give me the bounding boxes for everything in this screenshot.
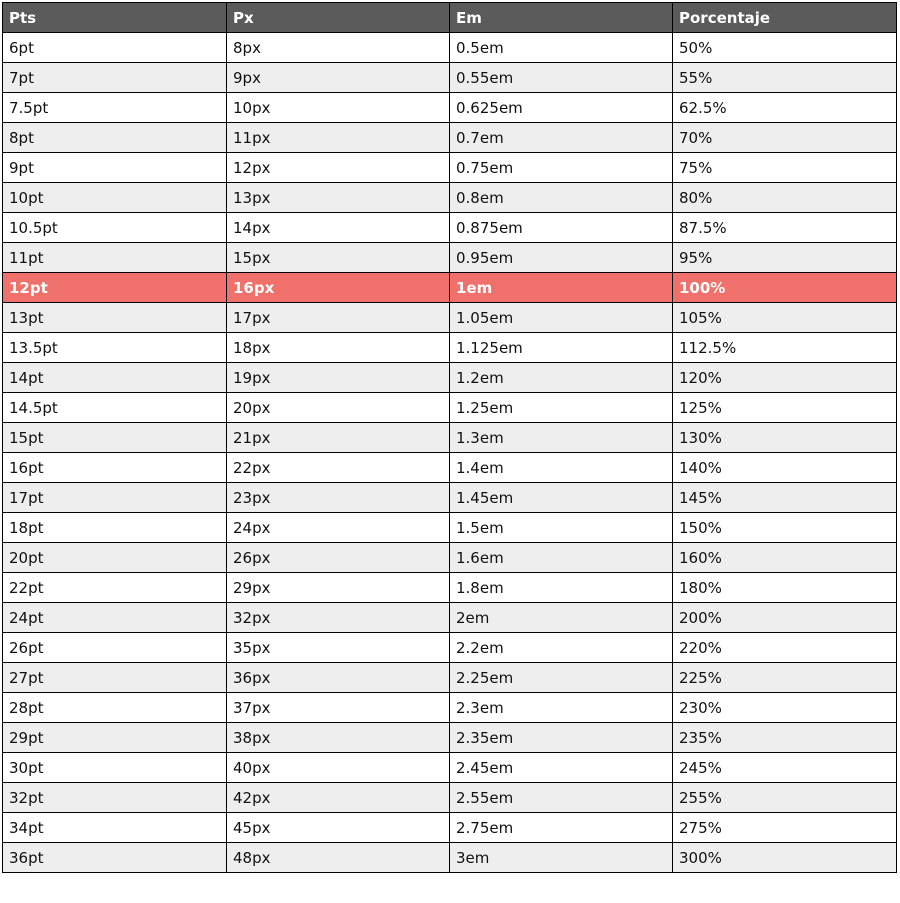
table-row bbox=[3, 333, 897, 363]
em-cell: 1.45em bbox=[450, 483, 673, 513]
table-row bbox=[3, 603, 897, 633]
em-cell: 0.875em bbox=[450, 213, 673, 243]
porcentaje-cell: 105% bbox=[673, 303, 897, 333]
font-size-conversion-table bbox=[2, 2, 897, 873]
em-cell: 2.25em bbox=[450, 663, 673, 693]
px-cell: 23px bbox=[227, 483, 450, 513]
px-cell: 9px bbox=[227, 63, 450, 93]
em-cell: 0.625em bbox=[450, 93, 673, 123]
px-cell: 15px bbox=[227, 243, 450, 273]
table-row bbox=[3, 753, 897, 783]
porcentaje-cell: 245% bbox=[673, 753, 897, 783]
table-row-highlighted bbox=[3, 273, 897, 303]
porcentaje-cell: 70% bbox=[673, 123, 897, 153]
px-cell: 45px bbox=[227, 813, 450, 843]
em-cell: 1.25em bbox=[450, 393, 673, 423]
em-cell: 0.7em bbox=[450, 123, 673, 153]
px-cell: 14px bbox=[227, 213, 450, 243]
porcentaje-cell: 230% bbox=[673, 693, 897, 723]
table-row bbox=[3, 663, 897, 693]
em-cell: 3em bbox=[450, 843, 673, 873]
em-cell: 1.5em bbox=[450, 513, 673, 543]
table-row bbox=[3, 423, 897, 453]
px-cell: 37px bbox=[227, 693, 450, 723]
px-cell: 17px bbox=[227, 303, 450, 333]
porcentaje-cell: 225% bbox=[673, 663, 897, 693]
px-cell: 35px bbox=[227, 633, 450, 663]
em-cell: 0.55em bbox=[450, 63, 673, 93]
px-cell: 48px bbox=[227, 843, 450, 873]
table-row bbox=[3, 363, 897, 393]
pts-cell: 17pt bbox=[3, 483, 227, 513]
table-row bbox=[3, 843, 897, 873]
px-cell: 36px bbox=[227, 663, 450, 693]
em-cell: 0.75em bbox=[450, 153, 673, 183]
em-cell: 2.2em bbox=[450, 633, 673, 663]
porcentaje-cell: 235% bbox=[673, 723, 897, 753]
em-cell: 0.5em bbox=[450, 33, 673, 63]
px-cell: 10px bbox=[227, 93, 450, 123]
pts-cell: 34pt bbox=[3, 813, 227, 843]
column-header-px: Px bbox=[227, 3, 450, 33]
table-row bbox=[3, 123, 897, 153]
table-row bbox=[3, 153, 897, 183]
porcentaje-cell: 275% bbox=[673, 813, 897, 843]
px-cell: 11px bbox=[227, 123, 450, 153]
porcentaje-cell: 100% bbox=[673, 273, 897, 303]
porcentaje-cell: 50% bbox=[673, 33, 897, 63]
table-row bbox=[3, 783, 897, 813]
pts-cell: 30pt bbox=[3, 753, 227, 783]
px-cell: 42px bbox=[227, 783, 450, 813]
pts-cell: 27pt bbox=[3, 663, 227, 693]
table-row bbox=[3, 513, 897, 543]
pts-cell: 8pt bbox=[3, 123, 227, 153]
pts-cell: 12pt bbox=[3, 273, 227, 303]
header-row bbox=[3, 3, 897, 33]
pts-cell: 14pt bbox=[3, 363, 227, 393]
em-cell: 2.45em bbox=[450, 753, 673, 783]
porcentaje-cell: 55% bbox=[673, 63, 897, 93]
table-row bbox=[3, 393, 897, 423]
em-cell: 0.8em bbox=[450, 183, 673, 213]
table-row bbox=[3, 63, 897, 93]
px-cell: 16px bbox=[227, 273, 450, 303]
table-row bbox=[3, 543, 897, 573]
porcentaje-cell: 75% bbox=[673, 153, 897, 183]
pts-cell: 22pt bbox=[3, 573, 227, 603]
pts-cell: 16pt bbox=[3, 453, 227, 483]
table-row bbox=[3, 453, 897, 483]
table-body bbox=[3, 33, 897, 873]
pts-cell: 28pt bbox=[3, 693, 227, 723]
em-cell: 1.3em bbox=[450, 423, 673, 453]
pts-cell: 13.5pt bbox=[3, 333, 227, 363]
pts-cell: 7pt bbox=[3, 63, 227, 93]
px-cell: 32px bbox=[227, 603, 450, 633]
pts-cell: 14.5pt bbox=[3, 393, 227, 423]
porcentaje-cell: 120% bbox=[673, 363, 897, 393]
porcentaje-cell: 80% bbox=[673, 183, 897, 213]
table-row bbox=[3, 693, 897, 723]
pts-cell: 11pt bbox=[3, 243, 227, 273]
px-cell: 22px bbox=[227, 453, 450, 483]
pts-cell: 26pt bbox=[3, 633, 227, 663]
porcentaje-cell: 140% bbox=[673, 453, 897, 483]
porcentaje-cell: 130% bbox=[673, 423, 897, 453]
porcentaje-cell: 62.5% bbox=[673, 93, 897, 123]
em-cell: 1.6em bbox=[450, 543, 673, 573]
porcentaje-cell: 95% bbox=[673, 243, 897, 273]
px-cell: 8px bbox=[227, 33, 450, 63]
pts-cell: 18pt bbox=[3, 513, 227, 543]
px-cell: 40px bbox=[227, 753, 450, 783]
pts-cell: 15pt bbox=[3, 423, 227, 453]
porcentaje-cell: 112.5% bbox=[673, 333, 897, 363]
pts-cell: 20pt bbox=[3, 543, 227, 573]
table-header bbox=[3, 3, 897, 33]
pts-cell: 7.5pt bbox=[3, 93, 227, 123]
table-row bbox=[3, 33, 897, 63]
pts-cell: 29pt bbox=[3, 723, 227, 753]
em-cell: 2em bbox=[450, 603, 673, 633]
px-cell: 21px bbox=[227, 423, 450, 453]
porcentaje-cell: 87.5% bbox=[673, 213, 897, 243]
px-cell: 38px bbox=[227, 723, 450, 753]
pts-cell: 32pt bbox=[3, 783, 227, 813]
pts-cell: 10pt bbox=[3, 183, 227, 213]
em-cell: 1.05em bbox=[450, 303, 673, 333]
column-header-porcentaje: Porcentaje bbox=[673, 3, 897, 33]
table-row bbox=[3, 573, 897, 603]
px-cell: 18px bbox=[227, 333, 450, 363]
em-cell: 1.4em bbox=[450, 453, 673, 483]
px-cell: 13px bbox=[227, 183, 450, 213]
column-header-em: Em bbox=[450, 3, 673, 33]
em-cell: 2.35em bbox=[450, 723, 673, 753]
table-row bbox=[3, 483, 897, 513]
px-cell: 24px bbox=[227, 513, 450, 543]
table-row bbox=[3, 813, 897, 843]
column-header-pts: Pts bbox=[3, 3, 227, 33]
pts-cell: 10.5pt bbox=[3, 213, 227, 243]
porcentaje-cell: 300% bbox=[673, 843, 897, 873]
px-cell: 12px bbox=[227, 153, 450, 183]
table-row bbox=[3, 723, 897, 753]
table-row bbox=[3, 93, 897, 123]
px-cell: 29px bbox=[227, 573, 450, 603]
pts-cell: 9pt bbox=[3, 153, 227, 183]
pts-cell: 6pt bbox=[3, 33, 227, 63]
px-cell: 19px bbox=[227, 363, 450, 393]
em-cell: 2.75em bbox=[450, 813, 673, 843]
px-cell: 20px bbox=[227, 393, 450, 423]
em-cell: 0.95em bbox=[450, 243, 673, 273]
porcentaje-cell: 125% bbox=[673, 393, 897, 423]
porcentaje-cell: 160% bbox=[673, 543, 897, 573]
porcentaje-cell: 145% bbox=[673, 483, 897, 513]
em-cell: 1.125em bbox=[450, 333, 673, 363]
pts-cell: 24pt bbox=[3, 603, 227, 633]
table-row bbox=[3, 213, 897, 243]
em-cell: 1.8em bbox=[450, 573, 673, 603]
pts-cell: 36pt bbox=[3, 843, 227, 873]
table-row bbox=[3, 183, 897, 213]
em-cell: 1em bbox=[450, 273, 673, 303]
porcentaje-cell: 255% bbox=[673, 783, 897, 813]
em-cell: 2.55em bbox=[450, 783, 673, 813]
em-cell: 2.3em bbox=[450, 693, 673, 723]
porcentaje-cell: 150% bbox=[673, 513, 897, 543]
pts-cell: 13pt bbox=[3, 303, 227, 333]
table-row bbox=[3, 633, 897, 663]
table-row bbox=[3, 243, 897, 273]
px-cell: 26px bbox=[227, 543, 450, 573]
porcentaje-cell: 180% bbox=[673, 573, 897, 603]
em-cell: 1.2em bbox=[450, 363, 673, 393]
table-row bbox=[3, 303, 897, 333]
porcentaje-cell: 220% bbox=[673, 633, 897, 663]
porcentaje-cell: 200% bbox=[673, 603, 897, 633]
